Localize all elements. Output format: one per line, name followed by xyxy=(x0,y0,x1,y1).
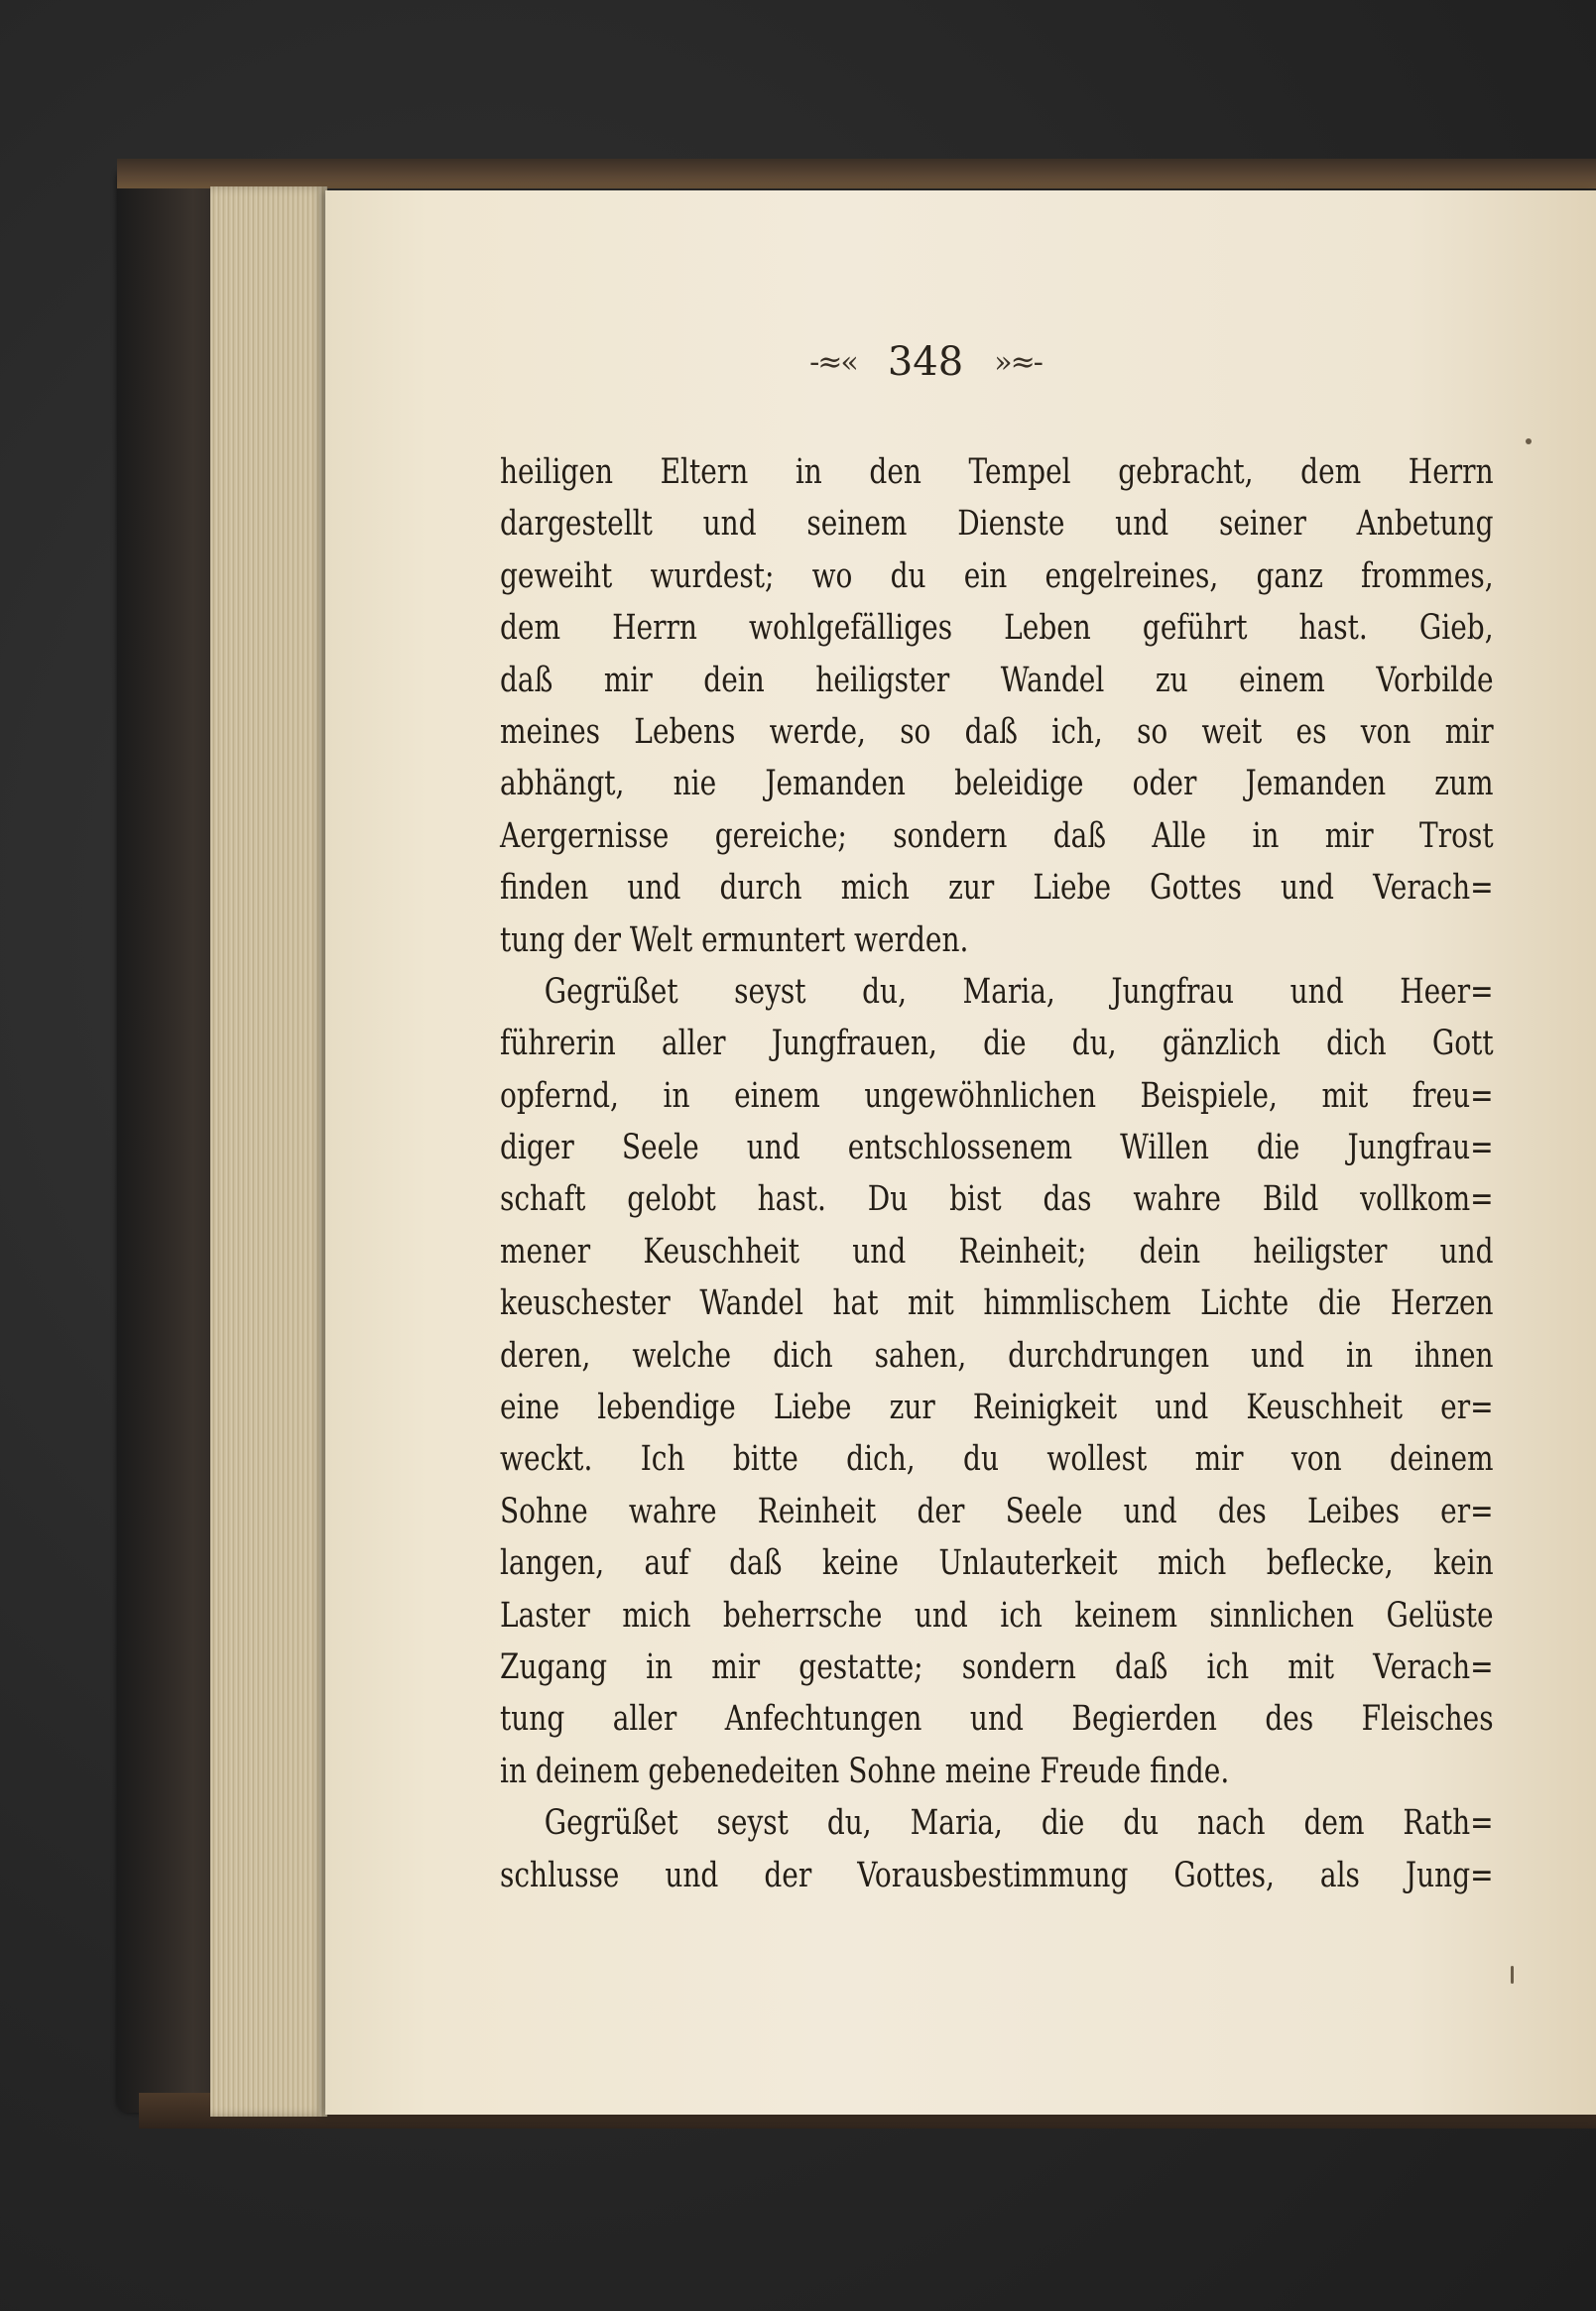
text-line: Aergernisse gereiche; sondern daß Alle in mir Trost xyxy=(500,815,1494,856)
text-line: dargestellt und seinem Dienste und seiner Anbetung xyxy=(500,504,1494,545)
text-line: eine lebendige Liebe zur Reinigkeit und Keuschheit er= xyxy=(500,1388,1494,1428)
text-line: tung der Welt ermuntert werden. xyxy=(500,919,969,960)
text-line: keuschester Wandel hat mit himmlischem Lichte die Herzen xyxy=(500,1283,1494,1324)
text-line: geweiht wurdest; wo du ein engelreines, ganz frommes, xyxy=(500,555,1494,596)
text-line: meines Lebens werde, so daß ich, so weit es von mir xyxy=(500,711,1494,752)
ornament-left-icon: -≈« xyxy=(809,344,857,380)
paper-speck xyxy=(1526,438,1532,444)
text-line: opfernd, in einem ungewöhnlichen Beispiele, mit freu= xyxy=(500,1075,1494,1116)
text-line: daß mir dein heiligster Wandel zu einem Vorbilde xyxy=(500,660,1494,700)
text-line: heiligen Eltern in den Tempel gebracht, dem Herrn xyxy=(500,452,1494,492)
text-line: mener Keuschheit und Reinheit; dein heiligster und xyxy=(500,1231,1494,1272)
body-text xyxy=(500,446,1494,1901)
ornament-right-icon: »≈- xyxy=(994,344,1042,380)
text-line: finden und durch mich zur Liebe Gottes und Verach= xyxy=(500,868,1494,909)
text-line: Zugang in mir gestatte; sondern daß ich mit Verach= xyxy=(500,1646,1494,1687)
page-edges xyxy=(210,186,327,2117)
page-header xyxy=(325,339,1526,385)
text-line: in deinem gebenedeiten Sohne meine Freude finde. xyxy=(500,1751,1230,1791)
text-line: Gegrüßet seyst du, Maria, Jungfrau und Heer= xyxy=(544,971,1494,1012)
text-line: dem Herrn wohlgefälliges Leben geführt hast. Gieb, xyxy=(500,608,1494,649)
text-line: weckt. Ich bitte dich, du wollest mir von deinem xyxy=(500,1439,1494,1480)
text-line: führerin aller Jungfrauen, die du, gänzlich dich Gott xyxy=(500,1024,1494,1064)
text-line: Sohne wahre Reinheit der Seele und des Leibes er= xyxy=(500,1491,1494,1531)
text-line: tung aller Anfechtungen und Begierden des Fleisches xyxy=(500,1699,1494,1740)
book-cover-top xyxy=(117,159,1596,188)
text-line: Laster mich beherrsche und ich keinem sinnlichen Gelüste xyxy=(500,1595,1494,1636)
book-page xyxy=(325,190,1596,2115)
paper-speck xyxy=(1511,1966,1514,1984)
text-line: schlusse und der Vorausbestimmung Gottes, als Jung= xyxy=(500,1855,1494,1895)
page-number: 348 xyxy=(887,339,964,385)
text-line: deren, welche dich sahen, durchdrungen und in ihnen xyxy=(500,1335,1494,1376)
text-line: langen, auf daß keine Unlauterkeit mich beflecke, kein xyxy=(500,1543,1494,1584)
text-line: schaft gelobt hast. Du bist das wahre Bild vollkom= xyxy=(500,1179,1494,1220)
text-line: abhängt, nie Jemanden beleidige oder Jemanden zum xyxy=(500,764,1494,804)
text-line: Gegrüßet seyst du, Maria, die du nach dem Rath= xyxy=(544,1803,1494,1844)
text-line: diger Seele und entschlossenem Willen die Jungfrau= xyxy=(500,1128,1494,1168)
